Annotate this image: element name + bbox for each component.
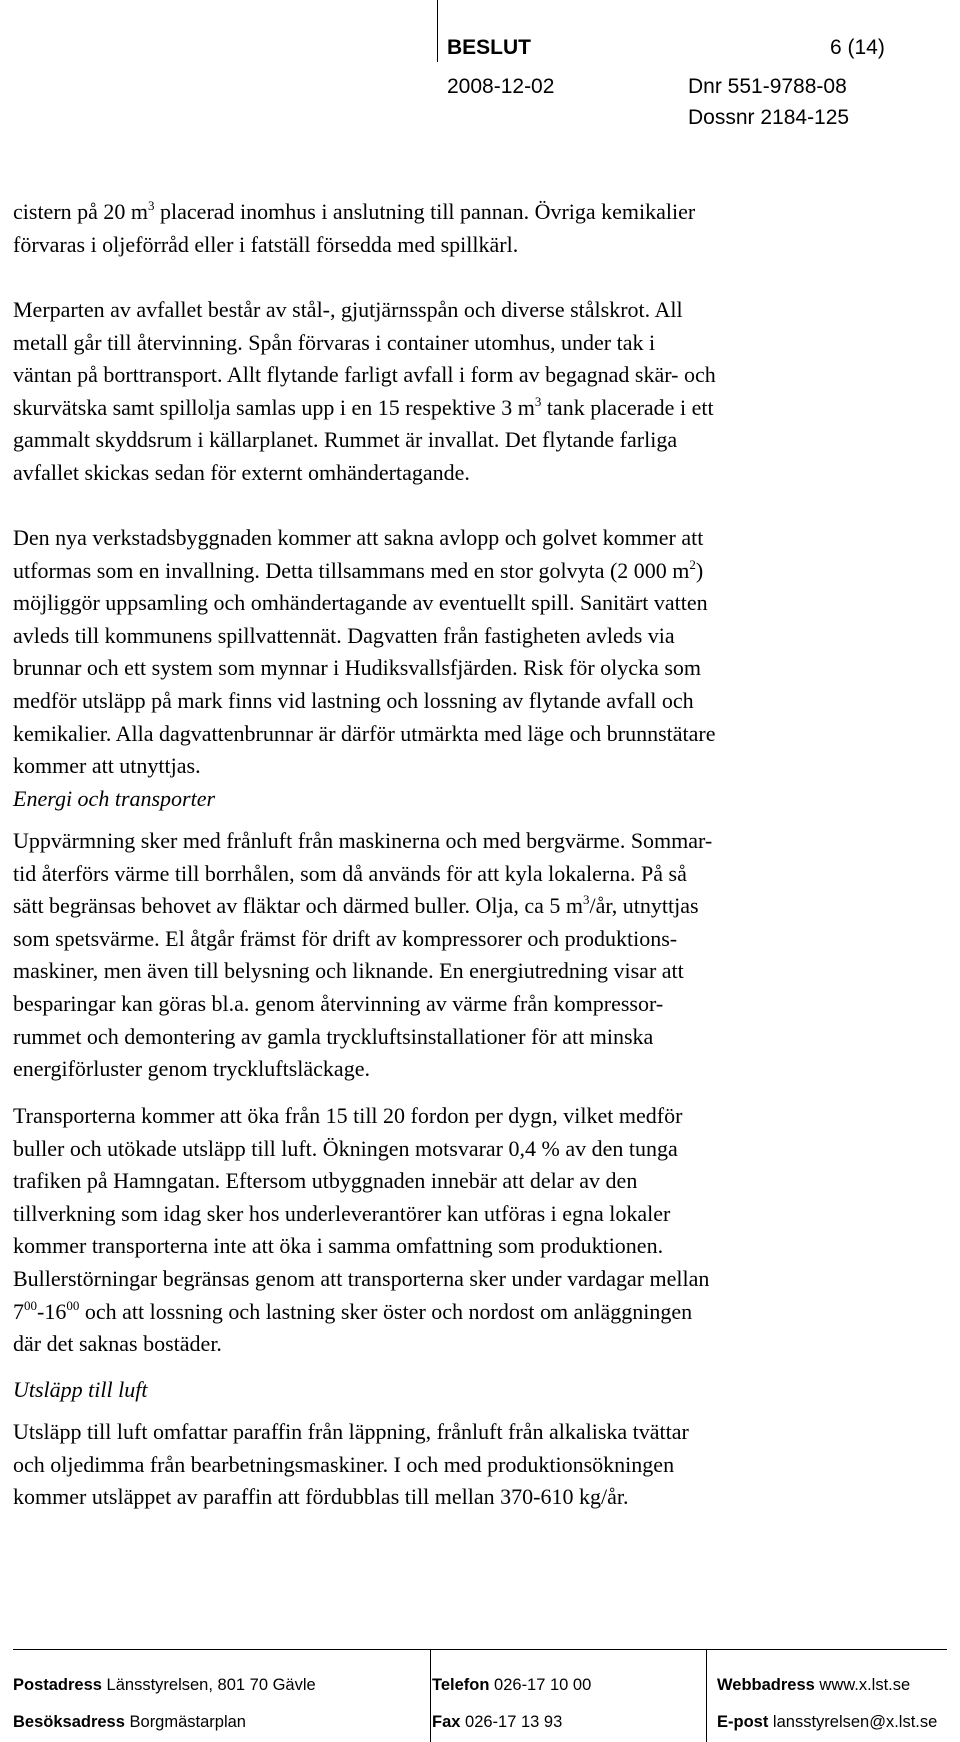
decision-date: 2008-12-02 (447, 75, 555, 98)
paragraph-air-emissions: Utsläpp till luft omfattar paraffin från läppning, frånluft från alkaliska tvättar och oljedimma från bearbetningsmaskiner. I och med produktionsökningen kommer utsläppet av paraffin att fördubblas till mellan 370-610 kg/år. (13, 1419, 689, 1510)
paragraph-drainage: Den nya verkstadsbyggnaden kommer att sakna avlopp och golvet kommer att utformas som en invallning. Detta tillsammans med en stor golvyta (2 000 $m^2$) möjliggör uppsamling och omhändertagande av eventuellt spill. Sanitärt vatten avleds till kommunens spillvattennät. Dagvatten från fastigheten avleds via brunnar och ett system som mynnar i Hudiksvallsfjärden. Risk för olycka som medför utsläpp på mark finns vid lastning och lossning av flytande avfall och kemikalier. Alla dagvattenbrunnar är därför utmärkta med läge och brunnstätare kommer att utnyttjas. (13, 525, 716, 779)
page-number: 6 (14) (830, 36, 885, 59)
footer-email: E-post lansstyrelsen@x.lst.se (717, 1713, 938, 1731)
heading-energy-transport: Energi och transporter (13, 786, 216, 811)
footer-visiting-address: Besöksadress Borgmästarplan (13, 1713, 246, 1731)
heading-air-emissions: Utsläpp till luft (13, 1377, 148, 1402)
footer-divider-1 (430, 1650, 431, 1742)
paragraph-waste: Merparten av avfallet består av stål-, gjutjärnsspån och diverse stålskrot. All metall går till återvinning. Spån förvaras i container utomhus, under tak i väntan på borttransport. Allt flytande farligt avfall i form av begagnad skär- och skurvätska samt spillolja samlas upp i en 15 respektive 3 $m^3$ tank placerade i ett gammalt skyddsrum i källarplanet. Rummet är invallat. Det flytande farliga avfallet skickas sedan för externt omhändertagande. (13, 297, 716, 485)
doc-type: BESLUT (447, 36, 531, 59)
diary-number: Dnr 551-9788-08 (688, 75, 847, 98)
paragraph-transports: Transporterna kommer att öka från 15 till 20 fordon per dygn, vilket medför buller och utökade utsläpp till luft. Ökningen motsvarar 0,4 % av den tunga trafiken på Hamngatan. Eftersom utbyggnaden innebär att delar av den tillverkning som idag sker hos underleverantörer kan utföras i egna lokaler kommer transporterna inte att öka i samma omfattning som produktionen. Bullerstörningar begränsas genom att transporterna sker under vardagar mellan $7^{00}-16^{00}$ och att lossning och lastning sker öster och nordost om anläggningen där det saknas bostäder. (13, 1103, 710, 1357)
footer-fax: Fax 026-17 13 93 (432, 1713, 563, 1731)
footer-web-address: Webbadress www.x.lst.se (717, 1676, 911, 1694)
header-divider (437, 0, 438, 62)
dossier-number: Dossnr 2184-125 (688, 106, 850, 129)
footer-rule (13, 1649, 947, 1650)
footer-postal-address: Postadress Länsstyrelsen, 801 70 Gävle (13, 1676, 316, 1694)
footer-telephone: Telefon 026-17 10 00 (432, 1676, 592, 1694)
paragraph-chemicals: cistern på 20 $m^3$ placerad inomhus i anslutning till pannan. Övriga kemikalier förvaras i oljeförråd eller i fatställ försedda med spillkärl. (13, 198, 696, 257)
footer-divider-2 (706, 1650, 707, 1742)
paragraph-energy: Uppvärmning sker med frånluft från maskinerna och med bergvärme. Sommar- tid återförs värme till borrhålen, som då används för att kyla lokalerna. På så sätt begränsas behovet av fläktar och därmed buller. Olja, ca 5 $m^3/år$, utnyttjas som spetsvärme. El åtgår främst för drift av kompressorer och produktions- maskiner, men även till belysning och liknande. En energiutredning visar att besparingar kan göras bl.a. genom återvinning av värme från kompressor- rummet och demontering av gamla tryckluftsinstallationer för att minska energiförluster genom tryckluftsläckage. (13, 828, 713, 1082)
